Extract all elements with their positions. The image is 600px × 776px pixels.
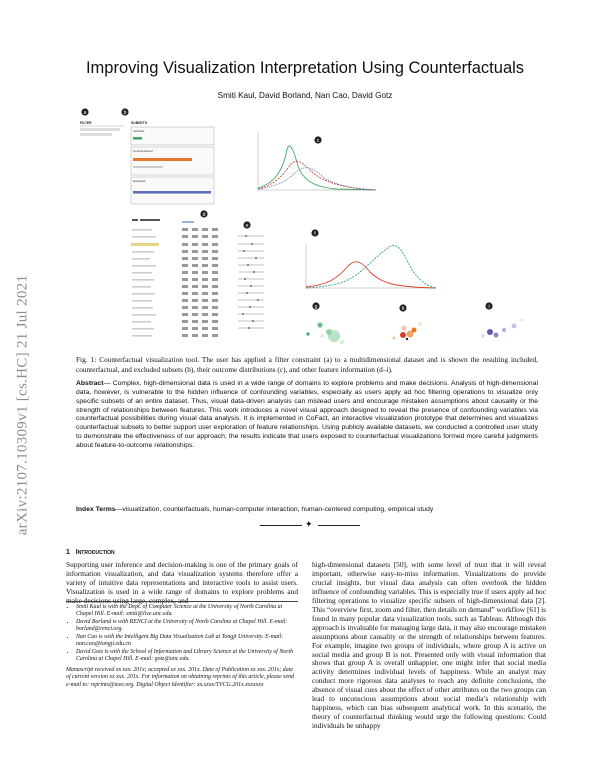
figure-caption: Fig. 1: Counterfactual visualization tool. The user has applied a filter constraint (a) to a multidimensional dataset and is shown the resulting included, counterfactual, and excluded subsets (b), their outcome distributions (c), and other feature information (d–i). — [76, 355, 538, 374]
scatter-plot-g — [306, 302, 344, 344]
subset-label-excluded: Excluded — [133, 179, 146, 183]
section-number: 1 — [66, 549, 70, 556]
panel-label-b: b — [123, 109, 127, 116]
panel-label-i: i — [488, 303, 490, 310]
footnote-item: • Smiti Kaul is with the Dept. of Computer Science at the University of North Carolina at Chapel Hill. E-mail: smiti@live.unc.edu. — [76, 604, 298, 618]
footnote-item: • David Gotz is with the School of Information and Library Science at the University of North Carolina at Chapel Hill. E-mail: gotz@unc.edu. — [76, 649, 298, 663]
footnote-item: • Nan Cao is with the Intelligent Big Data Visualization Lab at Tongji University. E-mail: nan.cao@tongji.edu.cn — [76, 634, 298, 648]
panel-label-h: h — [401, 305, 405, 312]
paper-title: Improving Visualization Interpretation Using Counterfactuals — [85, 59, 525, 77]
subsets-panel — [121, 108, 214, 204]
divider-diamond-icon: ✦ — [305, 520, 313, 530]
ranking-panel — [238, 221, 264, 329]
footnotes — [66, 601, 298, 689]
index-terms — [76, 506, 538, 513]
panel-label-a: a — [83, 109, 87, 116]
intro-left-column: Supporting user inference and decision-making is one of the primary goals of information visualization, and data visualization systems therefore offer a variety of intuitive data representations and interactive tools to assist users. Visualization is used in a wide range of domains to explore problems and make decisions using large, complex, and — [66, 560, 298, 605]
panel-label-f: f — [314, 230, 316, 237]
footnote-item: • David Borland is with RENCI at the University of North Carolina at Chapel Hill. E-mail: borland@renci.org. — [76, 619, 298, 633]
subset-label-included: Included — [133, 129, 145, 133]
scatter-plot-h — [393, 304, 422, 340]
panel-label-d: d — [202, 211, 206, 218]
feature-distribution-chart — [306, 229, 436, 288]
abstract — [76, 380, 538, 451]
filter-panel — [80, 108, 124, 136]
outcome-distribution-chart — [258, 132, 376, 190]
section-heading — [66, 549, 115, 556]
section-divider — [260, 521, 360, 531]
index-terms-text: —visualization, counterfactuals, human-computer interaction, human-centered computing, empirical study — [115, 506, 434, 513]
feature-table-panel — [131, 210, 218, 337]
arxiv-stamp: arXiv:2107.10309v1 [cs.HC] 21 Jul 2021 — [14, 274, 31, 536]
paper-authors: Smiti Kaul, David Borland, Nan Cao, David Gotz — [217, 91, 393, 100]
section-title: Introduction — [75, 549, 115, 556]
filter-header: FILTER — [80, 121, 92, 125]
index-terms-label: Index Terms — [76, 506, 116, 513]
subset-label-counterfactual: Counterfactual — [133, 149, 153, 153]
teaser-figure — [76, 106, 535, 346]
intro-right-column: high-dimensional datasets [50], with some level of trust that it will reveal important, otherwise easy-to-miss information. Visualizations do provide crucial insights, but visual data analysis can often overlook the hidden influence of confounding variables. This is especially true if users apply ad hoc filtering operations to visualize specific subsets of high-dimensional data [2]. This “overview first, zoom and filter, then details on demand” workflow [61] is found in many popular data visualization tools, such as Tableau. Although this approach is invaluable for managing large data, it may also encourage mistaken assumptions about causality or the strength of relationships between features. For example, imagine two groups of individuals, where group A is active on social media and group B is not. Presented only with visual information that shows that group A is overall unhappier, one might infer that social media activity determines individual levels of happiness. While an analyst may conduct more rigorous data analyses to reach any definite conclusions, the absence of visual cues about the effect of other attributes on the two groups can lead to unconscious assumptions about social media’s relationship with happiness, which can bias subsequent analytical work. In this scenario, the theory of counterfactual thinking would urge the following questions: Could individuals be unhappy — [312, 560, 546, 731]
abstract-text: — Complex, high-dimensional data is used in a wide range of domains to explore problems and make decisions. Analysis of high-dimensional data, however, is vulnerable to the hidden influence of confounding variables, especially as users apply ad hoc filtering operations to visualize only specific subsets of an entire dataset. Thus, visual data-driven analysis can mislead users and encourage mistaken assumptions about causality or the strength of relationships between features. This work introduces a novel visual approach designed to reveal the presence of confounding variables via counterfactual possibilities during visual data analysis. It is implemented in CoFact, an interactive visualization prototype that determines and visualizes counterfactual subsets to better support user exploration of feature relationships. Using publicly available datasets, we conducted a controlled user study to demonstrate the effectiveness of our approach; the results indicate that users exposed to counterfactual visualizations formed more careful judgments about feature-to-outcome relationships. — [76, 380, 538, 449]
panel-label-g: g — [314, 303, 318, 310]
panel-label-e: e — [245, 222, 249, 229]
abstract-label: Abstract — [76, 380, 104, 387]
manuscript-note: Manuscript received xx xxx. 201x; accepted xx xxx. 201x. Date of Publication xx xxx. 201x; date of current version xx xxx. 201x. For information on obtaining reprints of this article, please send e-mail to: reprints@ieee.org. Digital Object Identifier: xx.xxxx/TVCG.201x.xxxxxxx — [66, 667, 294, 688]
panel-label-c: c — [316, 137, 320, 144]
scatter-plot-i — [481, 302, 523, 337]
subsets-header: SUBSETS — [131, 121, 148, 125]
